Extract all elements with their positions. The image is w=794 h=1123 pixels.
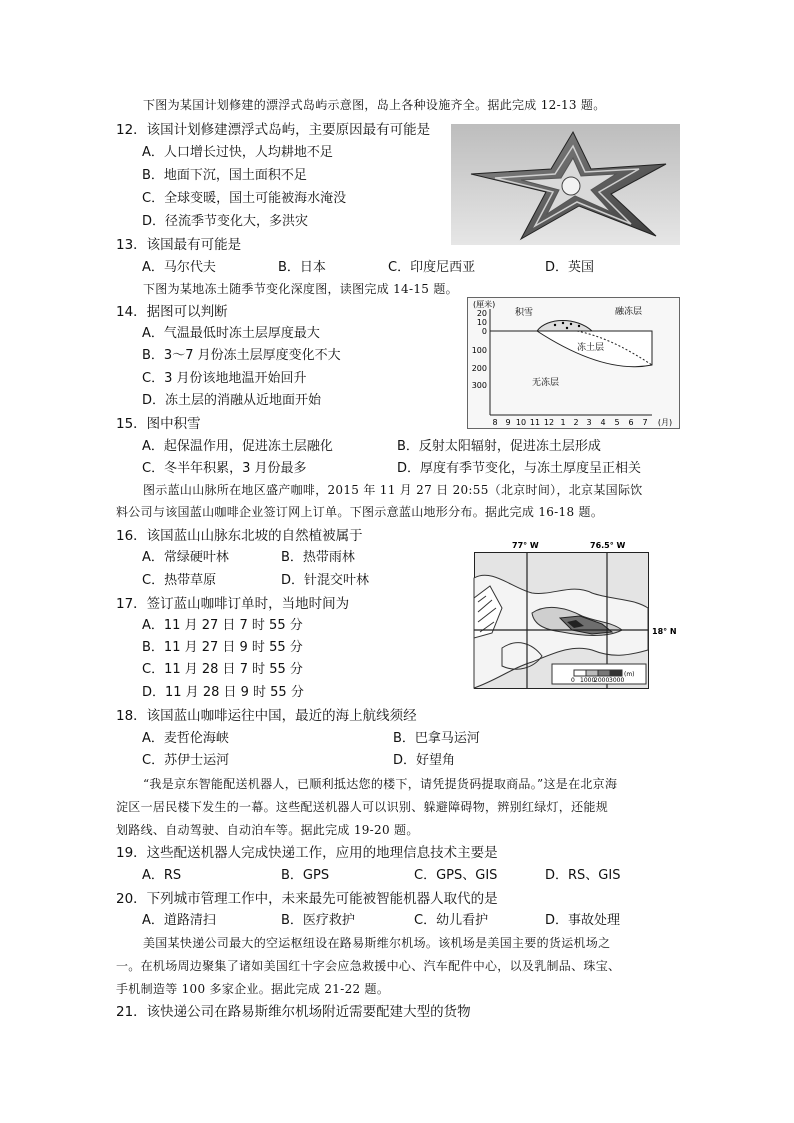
x-tick: 1 — [560, 418, 566, 427]
q19-option-a: A．RS — [142, 868, 182, 883]
q15-stem: 15．图中积雪 — [116, 416, 201, 432]
q17-option-c: C．11 月 28 日 7 时 55 分 — [142, 662, 303, 677]
x-tick: 2 — [573, 418, 579, 427]
lat-18n: 18° N — [652, 627, 677, 636]
q18-option-d: D．好望角 — [393, 753, 456, 768]
intro-19-20-line2: 淀区一居民楼下发生的一幕。这些配送机器人可以识别、躲避障碍物，辨别红绿灯，还能规 — [116, 800, 609, 814]
y-tick-20: 20 — [476, 309, 487, 318]
x-tick: 9 — [505, 418, 511, 427]
lon-77w: 77° W — [512, 541, 539, 550]
q18-option-b: B．巴拿马运河 — [393, 731, 480, 746]
q15-option-b: B．反射太阳辐射，促进冻土层形成 — [397, 439, 601, 454]
intro-12-13: 下图为某国计划修建的漂浮式岛屿示意图，岛上各种设施齐全。据此完成 12-13 题。 — [143, 98, 606, 112]
q17-option-d: D．11 月 28 日 9 时 55 分 — [142, 685, 304, 700]
q18-option-a: A．麦哲伦海峡 — [142, 731, 229, 746]
q17-stem: 17．签订蓝山咖啡订单时，当地时间为 — [116, 596, 350, 612]
x-tick: 6 — [628, 418, 634, 427]
intro-16-18-line2: 料公司与该国蓝山咖啡企业签订网上订单。下图示意蓝山地形分布。据此完成 16-18 题。 — [116, 505, 604, 519]
q12-option-b: B．地面下沉，国土面积不足 — [142, 168, 307, 183]
x-tick: 10 — [515, 418, 527, 427]
intro-21-22-line1: 美国某快递公司最大的空运枢纽设在路易斯维尔机场。该机场是美国主要的货运机场之 — [143, 936, 611, 950]
y-tick-100: 100 — [471, 346, 487, 355]
intro-19-20-line1: “我是京东智能配送机器人，已顺利抵达您的楼下，请凭提货码提取商品。”这是在北京海 — [143, 777, 618, 791]
x-tick: 4 — [600, 418, 606, 427]
q13-option-c: C．印度尼西亚 — [388, 260, 476, 275]
x-tick: 11 — [529, 418, 541, 427]
q19-option-b: B．GPS — [281, 868, 330, 883]
q20-option-a: A．道路清扫 — [142, 913, 216, 928]
blue-mountains-map — [472, 538, 682, 690]
q12-option-c: C．全球变暖，国土可能被海水淹没 — [142, 191, 347, 206]
q14-option-c: C．3 月份该地地温开始回升 — [142, 371, 307, 386]
x-tick: 5 — [614, 418, 620, 427]
q14-option-b: B．3～7 月份冻土层厚度变化不大 — [142, 348, 341, 363]
q16-option-d: D．针混交叶林 — [281, 573, 370, 588]
q14-option-d: D．冻土层的消融从近地面开始 — [142, 393, 322, 408]
q12-option-d: D．径流季节变化大，多洪灾 — [142, 214, 309, 229]
q20-option-d: D．事故处理 — [545, 913, 621, 928]
q14-option-a: A．气温最低时冻土层厚度最大 — [142, 326, 320, 341]
lon-76-5w: 76.5° W — [590, 541, 626, 550]
q17-option-a: A．11 月 27 日 7 时 55 分 — [142, 618, 303, 633]
y-tick-200: 200 — [471, 364, 487, 373]
q19-option-d: D．RS、GIS — [545, 868, 621, 883]
q13-option-d: D．英国 — [545, 260, 595, 275]
q15-option-d: D．厚度有季节变化，与冻土厚度呈正相关 — [397, 461, 642, 476]
intro-16-18-line1: 图示蓝山山脉所在地区盛产咖啡，2015 年 11 月 27 日 20:55（北京时间），北京某国际饮 — [143, 483, 643, 497]
x-tick: 3 — [586, 418, 592, 427]
q12-stem: 12．该国计划修建漂浮式岛屿，主要原因最有可能是 — [116, 122, 431, 138]
x-tick: 12 — [543, 418, 555, 427]
q19-option-c: C．GPS、GIS — [414, 868, 498, 883]
chart-unit: (厘米) — [473, 300, 496, 309]
y-tick-300: 300 — [471, 381, 487, 390]
q15-option-a: A．起保温作用，促进冻土层融化 — [142, 439, 333, 454]
intro-21-22-line3: 手机制造等 100 多家企业。据此完成 21-22 题。 — [116, 982, 390, 996]
q15-option-c: C．冬半年积累，3 月份最多 — [142, 461, 307, 476]
q21-stem: 21．该快递公司在路易斯维尔机场附近需要配建大型的货物 — [116, 1004, 471, 1020]
q20-option-c: C．幼儿看护 — [414, 913, 489, 928]
intro-19-20-line3: 划路线、自动驾驶、自动泊车等。据此完成 19-20 题。 — [116, 823, 419, 837]
frozen-soil-chart — [467, 297, 680, 429]
y-tick-0: 0 — [481, 327, 487, 336]
scale-0: 0 — [571, 677, 575, 684]
q18-stem: 18．该国蓝山咖啡运往中国，最近的海上航线须经 — [116, 708, 417, 724]
q12-option-a: A．人口增长过快，人均耕地不足 — [142, 145, 333, 160]
q13-stem: 13．该国最有可能是 — [116, 237, 242, 253]
q19-stem: 19．这些配送机器人完成快递工作，应用的地理信息技术主要是 — [116, 845, 498, 861]
x-tick: 7 — [642, 418, 648, 427]
label-frozen: 冻土层 — [577, 343, 605, 353]
y-tick-10: 10 — [476, 318, 487, 327]
q14-stem: 14．据图可以判断 — [116, 304, 228, 320]
intro-14-15: 下图为某地冻土随季节变化深度图，读图完成 14-15 题。 — [143, 282, 458, 296]
label-melt: 融冻层 — [615, 307, 643, 317]
label-none: 无冻层 — [532, 378, 560, 388]
q17-option-b: B．11 月 27 日 9 时 55 分 — [142, 640, 303, 655]
q16-option-b: B．热带雨林 — [281, 550, 355, 565]
q16-stem: 16．该国蓝山山脉东北坡的自然植被属于 — [116, 528, 363, 544]
scale-2000: 2000 — [594, 677, 610, 684]
q16-option-c: C．热带草原 — [142, 573, 217, 588]
label-snow: 积雪 — [515, 308, 534, 318]
scale-3000: 3000 — [609, 677, 625, 684]
q13-option-b: B．日本 — [278, 260, 326, 275]
scale-1000: 1000 — [580, 677, 596, 684]
q13-option-a: A．马尔代夫 — [142, 260, 216, 275]
q20-option-b: B．医疗救护 — [281, 913, 355, 928]
q16-option-a: A．常绿硬叶林 — [142, 550, 229, 565]
x-unit: (月) — [657, 418, 673, 427]
intro-21-22-line2: 一。在机场周边聚集了诸如美国红十字会应急救援中心、汽车配件中心，以及乳制品、珠宝、 — [116, 959, 621, 973]
q18-option-c: C．苏伊士运河 — [142, 753, 230, 768]
q20-stem: 20．下列城市管理工作中，未来最先可能被智能机器人取代的是 — [116, 891, 498, 907]
scale-unit: (m) — [624, 671, 635, 678]
x-tick: 8 — [492, 418, 498, 427]
floating-island-photo — [451, 124, 680, 245]
